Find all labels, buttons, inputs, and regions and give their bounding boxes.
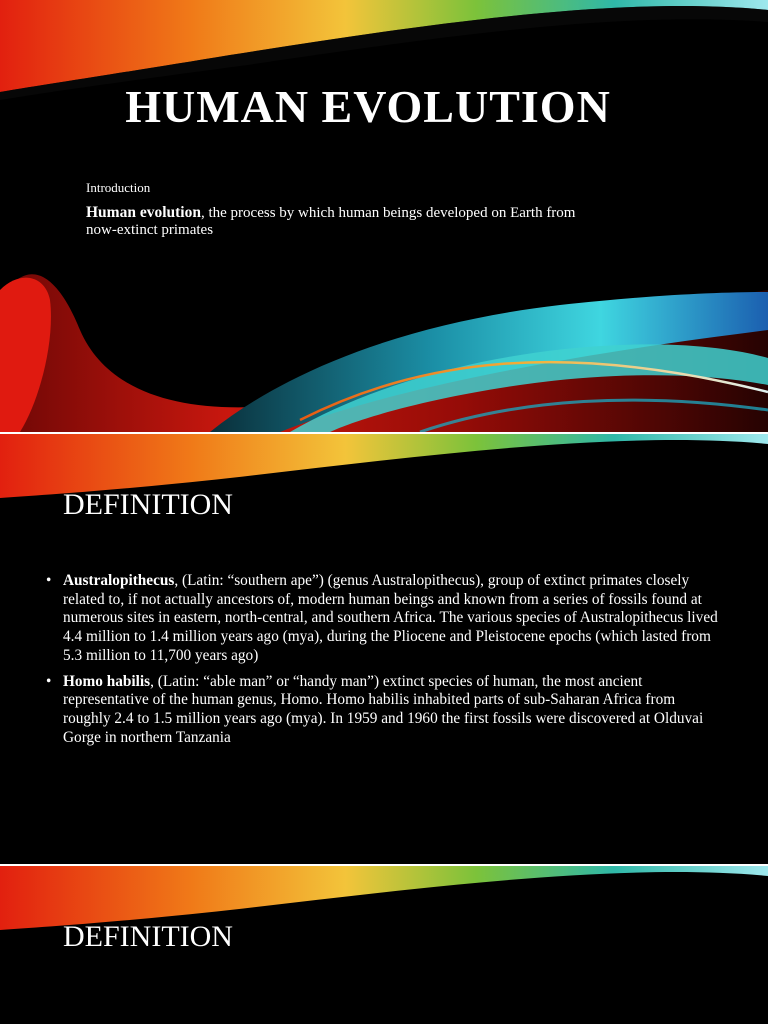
definition-list	[46, 572, 726, 754]
list-item	[46, 673, 726, 748]
intro-paragraph	[86, 204, 586, 239]
intro-term: Human evolution	[86, 204, 201, 221]
slide-2	[0, 434, 768, 864]
intro-description: , the process by which human beings developed on Earth from now-extinct primates	[86, 205, 576, 238]
term-definition: , (Latin: “able man” or “handy man”) extinct species of human, the most ancient representative of the human genus, Homo. Homo habilis inhabited parts of sub-Saharan Africa from roughly 2.4 to 1.5 million years ago (mya). In 1959 and 1960 the first fossils were discovered at Olduvai Gorge in northern Tanzania	[63, 672, 704, 746]
term: Australopithecus	[63, 572, 175, 589]
term-definition: , (Latin: “southern ape”) (genus Australopithecus), group of extinct primates closely related to, if not actually ancestors of, modern human beings and known from a series of fossils found at numerous sites in eastern, north-central, and southern Africa. The various species of Australopithecus lived 4.4 million to 1.4 million years ago (mya), during the Pliocene and Pleistocene epochs (which lasted from 5.3 million to 11,700 years ago)	[63, 572, 718, 664]
bullet-icon: •	[46, 672, 52, 690]
slide-3	[0, 866, 768, 1024]
bullet-icon: •	[46, 572, 52, 589]
term: Homo habilis	[63, 672, 151, 690]
slide-1	[0, 0, 768, 432]
section-title: DEFINITION	[63, 920, 233, 953]
section-title: DEFINITION	[63, 488, 233, 521]
intro-label: Introduction	[86, 180, 151, 195]
list-item	[46, 572, 726, 666]
presentation-title: HUMAN EVOLUTION	[125, 81, 611, 132]
